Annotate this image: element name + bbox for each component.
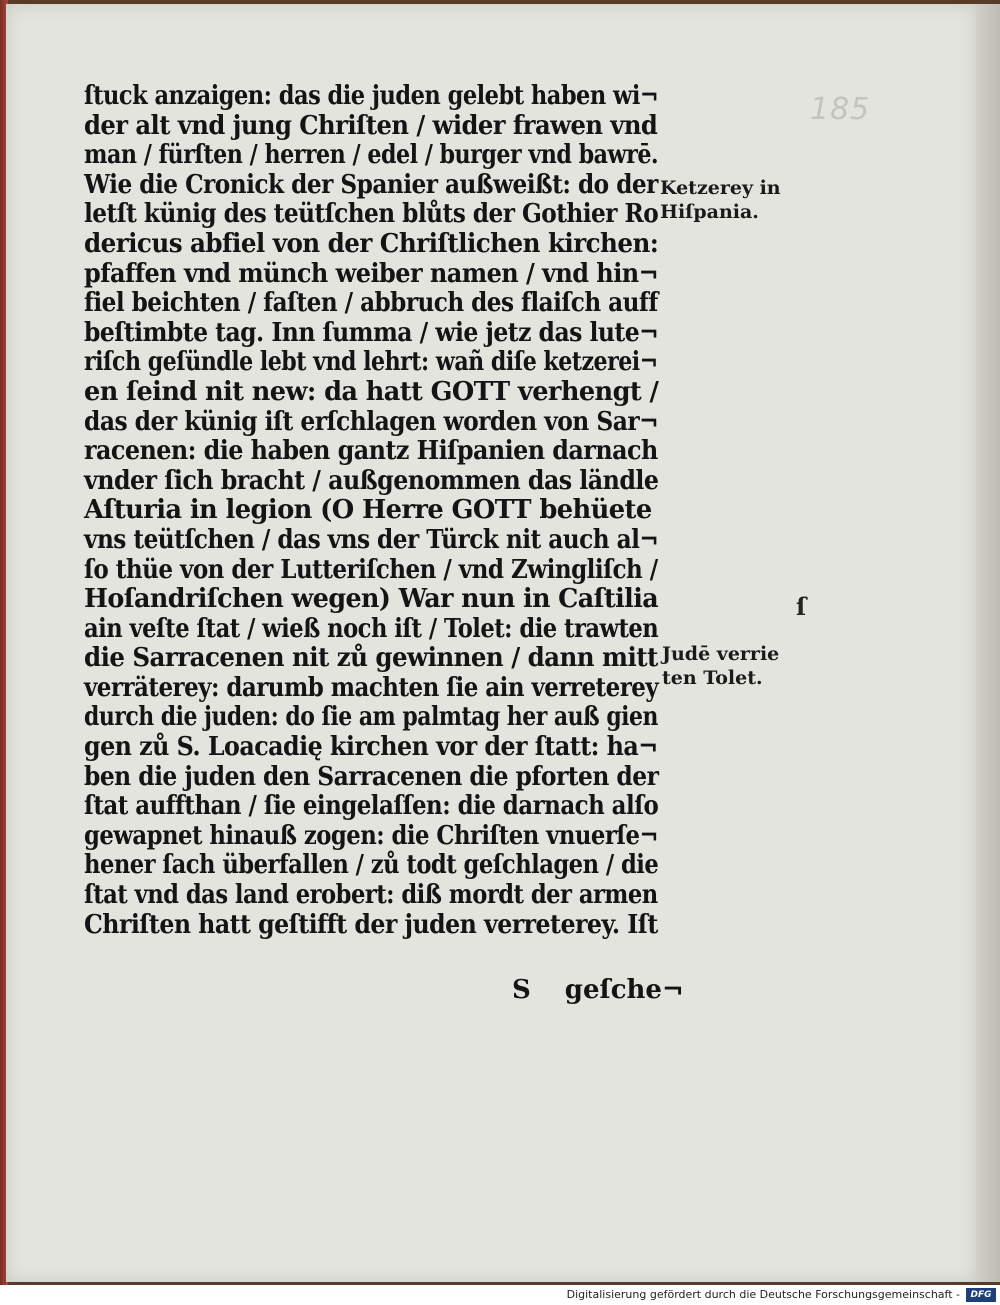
page-fore-edge	[976, 4, 1000, 1282]
text-line: ben die juden den Sarracenen die pforten der	[84, 761, 659, 792]
signature-mark: S	[512, 975, 531, 1005]
text-line: durch die juden: do ſie am palmtag her auß gien	[84, 702, 658, 733]
text-line: die Sarracenen nit zů gewinnen / dann mitt	[84, 643, 658, 674]
text-line: beſtimbte tag. Inn ſumma / wie jetz das lute¬	[84, 317, 659, 348]
text-line: ſtuck anzaigen: das die juden gelebt haben wi¬	[84, 81, 659, 111]
text-line: riſch geſündle lebt vnd lehrt: wañ diſe ketzerei¬	[84, 347, 658, 378]
text-line: pfaffen vnd münch weiber namen / vnd hin¬	[84, 258, 659, 289]
catchword: geſche¬	[564, 975, 684, 1005]
text-line: man / fürſten / herren / edel / burger vnd bawrē.	[84, 140, 659, 171]
marginal-note-toledo	[662, 642, 779, 690]
text-line: ſo thüe von der Lutteriſchen / vnd Zwingliſch /	[84, 554, 658, 585]
text-line: Chriſten hatt geſtifft der juden verreterey. Iſt	[84, 909, 658, 940]
text-line: ſtat auffthan / ſie eingelaſſen: die darnach alſo	[84, 791, 659, 822]
text-line: vns teütſchen / das vns der Türck nit auch al¬	[84, 524, 659, 555]
text-line: dericus abfiel von der Chriſtlichen kirchen:	[84, 228, 659, 259]
text-line: Hoſandriſchen wegen) War nun in Caſtilia	[84, 584, 659, 615]
text-line: Aſturia in legion (O Herre GOTT behüete	[84, 495, 652, 526]
marginal-note-line: Judē verrie	[662, 643, 780, 665]
text-line: en ſeind nit new: da hatt GOTT verhengt /	[84, 376, 659, 407]
text-line: ſtat vnd das land erobert: diß mordt der armen	[84, 880, 658, 911]
text-line: Wie die Cronick der Spanier außweißt: do der	[84, 169, 658, 200]
marginal-note-heresy	[660, 176, 781, 224]
main-text-block	[84, 82, 664, 940]
marginal-note-line: Ketzerey in	[660, 177, 781, 199]
catchword-line	[512, 975, 684, 1005]
text-line: das der künig iſt erſchlagen worden von Sar¬	[84, 406, 659, 437]
text-line: verräterey: darumb machten ſie ain verreterey	[84, 672, 659, 703]
text-line: vnder ſich bracht / außgenommen das ländle	[84, 465, 659, 496]
text-line: der alt vnd jung Chriſten / wider frawen vnd	[84, 110, 658, 141]
footer-bar	[0, 1285, 1000, 1305]
dfg-logo: DFG	[966, 1288, 996, 1302]
marginal-note-line: Hiſpania.	[660, 201, 759, 223]
text-line: gen zů S. Loacadię kirchen vor der ſtatt: ha¬	[84, 732, 658, 763]
marginal-note-line: ten Tolet.	[662, 667, 763, 689]
funding-credit: Digitalisierung gefördert durch die Deutsche Forschungsgemeinschaft -	[566, 1288, 960, 1301]
folio-number: 185	[810, 92, 871, 127]
text-line: hener ſach überfallen / zů todt geſchlagen / die	[84, 850, 659, 881]
text-line: ain veſte ſtat / wieß noch iſt / Tolet: die trawten	[84, 613, 659, 644]
text-line: racenen: die haben gantz Hiſpanien darnach	[84, 436, 658, 467]
text-line: letſt künig des teütſchen blůts der Gothier Ro	[84, 199, 659, 230]
marginal-mark: ſ	[796, 592, 807, 621]
text-line: fiel beichten / faſten / abbruch des flaiſch auff	[84, 288, 658, 319]
text-line: gewapnet hinauß zogen: die Chriſten vnuerſe¬	[84, 820, 659, 851]
